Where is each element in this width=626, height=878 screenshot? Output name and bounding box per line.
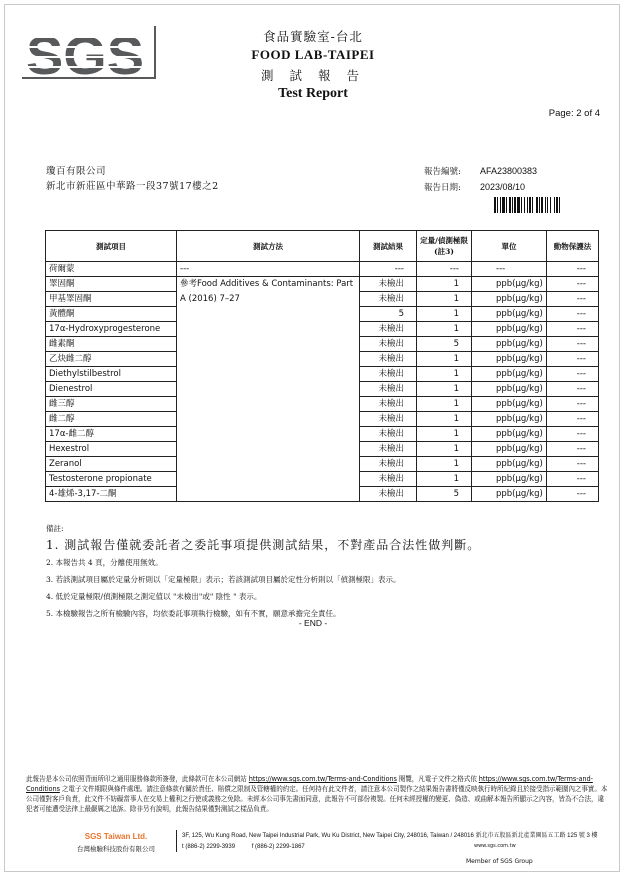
- client-block: [46, 164, 219, 194]
- report-title-zh: 測 試 報 告: [261, 68, 365, 83]
- result-cell: 未檢出: [360, 442, 417, 457]
- column-header: 測試結果: [360, 231, 417, 262]
- unit-cell: ppb(μg/kg): [472, 292, 547, 307]
- unit-cell: ppb(μg/kg): [472, 397, 547, 412]
- end-marker: - END -: [298, 618, 328, 628]
- svg-text:SGS: SGS: [26, 26, 144, 80]
- client-address: 新北市新莊區中華路一段37號17樓之2: [46, 181, 219, 192]
- result-cell: 未檢出: [360, 487, 417, 502]
- column-header: 測試方法: [177, 231, 360, 262]
- terms-link[interactable]: https://www.sgs.com.tw/Terms-and-Conditions: [248, 775, 397, 783]
- result-cell: 未檢出: [360, 277, 417, 292]
- disclaimer-text: 閱覽，凡電子文件之格式依: [398, 775, 477, 783]
- unit-cell: ppb(μg/kg): [472, 352, 547, 367]
- page-number: Page: 2 of 4: [548, 108, 600, 119]
- law-cell: ---: [547, 277, 599, 292]
- result-cell: 未檢出: [360, 412, 417, 427]
- result-cell: 未檢出: [360, 352, 417, 367]
- limit-cell: 1: [417, 367, 472, 382]
- column-header: 單位: [472, 231, 547, 262]
- test-item-cell: 黃體酮: [46, 307, 177, 322]
- result-cell: 未檢出: [360, 322, 417, 337]
- note-item: 2. 本報告共 4 頁，分離使用無效。: [46, 558, 163, 567]
- footer-divider: [176, 830, 177, 852]
- result-cell: 未檢出: [360, 427, 417, 442]
- law-cell: ---: [547, 457, 599, 472]
- limit-cell: 1: [417, 277, 472, 292]
- limit-cell: 1: [417, 307, 472, 322]
- disclaimer-text: 此報告是本公司依照背面所印之通用服務條款所簽發，此條款可在本公司網站: [26, 775, 247, 783]
- lab-title-zh: 食品實驗室-台北: [263, 29, 363, 44]
- result-cell: 未檢出: [360, 397, 417, 412]
- limit-cell: 1: [417, 292, 472, 307]
- test-item-cell: Dienestrol: [46, 382, 177, 397]
- result-cell: ---: [360, 262, 417, 277]
- law-cell: ---: [547, 382, 599, 397]
- test-item-cell: 睪固酮: [46, 277, 177, 292]
- limit-cell: 5: [417, 487, 472, 502]
- test-item-cell: 17α-雌二醇: [46, 427, 177, 442]
- law-cell: ---: [547, 262, 599, 277]
- limit-cell: 1: [417, 442, 472, 457]
- law-cell: ---: [547, 442, 599, 457]
- table-row: [46, 262, 599, 277]
- result-cell: 未檢出: [360, 337, 417, 352]
- column-header: 動物保護法: [547, 231, 599, 262]
- unit-cell: ppb(μg/kg): [472, 487, 547, 502]
- footer-address: [182, 831, 598, 853]
- test-item-cell: 乙炔雌二醇: [46, 352, 177, 367]
- test-item-cell: 雌素酮: [46, 337, 177, 352]
- unit-cell: ppb(μg/kg): [472, 322, 547, 337]
- column-header: 測試項目: [46, 231, 177, 262]
- law-cell: ---: [547, 352, 599, 367]
- law-cell: ---: [547, 472, 599, 487]
- note-item: 5. 本檢驗報告之所有檢驗內容，均依委託事項執行檢驗，如有不實，願意承擔完全責任。: [46, 609, 341, 618]
- address-text: 3F, 125, Wu Kung Road, New Taipei Industrial Park, Wu Ku District, New Taipei City, 248016, Taiwan / 248016 新北市五股區新北產業園區五工路 125 號 3 樓: [182, 833, 598, 839]
- test-item-cell: 甲基睪固酮: [46, 292, 177, 307]
- law-cell: ---: [547, 412, 599, 427]
- result-cell: 未檢出: [360, 367, 417, 382]
- unit-cell: ppb(μg/kg): [472, 382, 547, 397]
- unit-cell: ppb(μg/kg): [472, 427, 547, 442]
- test-item-cell: Hexestrol: [46, 442, 177, 457]
- result-cell: 未檢出: [360, 457, 417, 472]
- notes-title: 備註:: [46, 524, 64, 533]
- unit-cell: ppb(μg/kg): [472, 472, 547, 487]
- note-item: 4. 低於定量極限/偵測極限之測定值以 "未檢出"或" 陰性 " 表示。: [46, 592, 262, 601]
- report-date-value: 2023/08/10: [480, 182, 526, 192]
- barcode: [494, 197, 582, 213]
- law-cell: ---: [547, 487, 599, 502]
- report-date-label: 報告日期:: [424, 183, 461, 193]
- client-name: 瓊百有限公司: [46, 166, 107, 177]
- fax-number: f (886-2) 2299-1867: [251, 844, 305, 850]
- law-cell: ---: [547, 307, 599, 322]
- test-item-cell: 荷爾蒙: [46, 262, 177, 277]
- table-row: [46, 277, 599, 292]
- limit-cell: 1: [417, 457, 472, 472]
- lab-title-en: FOOD LAB-TAIPEI: [251, 47, 375, 62]
- limit-cell: 1: [417, 382, 472, 397]
- note-item: 1. 測試報告僅就委託者之委託事項提供測試結果，不對產品合法性做判斷。: [46, 538, 481, 552]
- unit-cell: ppb(μg/kg): [472, 337, 547, 352]
- limit-cell: 1: [417, 397, 472, 412]
- method-cell: ---: [177, 262, 360, 277]
- method-cell: 參考Food Additives & Contaminants: Part A (2016) 7–27: [177, 277, 360, 502]
- limit-cell: 1: [417, 412, 472, 427]
- company-name-zh: 台灣檢驗科技股份有限公司: [77, 845, 155, 853]
- member-of-sgs: Member of SGS Group: [466, 858, 533, 865]
- report-info: [424, 164, 537, 196]
- limit-cell: 1: [417, 427, 472, 442]
- limit-cell: ---: [417, 262, 472, 277]
- unit-cell: ppb(μg/kg): [472, 367, 547, 382]
- test-item-cell: 4-雄烯-3,17-二酮: [46, 487, 177, 502]
- results-table: [45, 230, 599, 502]
- limit-cell: 1: [417, 322, 472, 337]
- unit-cell: ppb(μg/kg): [472, 277, 547, 292]
- unit-cell: ppb(μg/kg): [472, 442, 547, 457]
- law-cell: ---: [547, 367, 599, 382]
- test-item-cell: 雌二醇: [46, 412, 177, 427]
- unit-cell: ppb(μg/kg): [472, 457, 547, 472]
- result-cell: 未檢出: [360, 382, 417, 397]
- result-cell: 未檢出: [360, 292, 417, 307]
- report-no-value: AFA23800383: [480, 166, 538, 176]
- footer-company: [60, 832, 172, 853]
- law-cell: ---: [547, 337, 599, 352]
- company-name-en: SGS Taiwan Ltd.: [84, 832, 148, 841]
- report-no-label: 報告編號:: [424, 167, 461, 177]
- law-cell: ---: [547, 322, 599, 337]
- limit-cell: 1: [417, 472, 472, 487]
- footer-url: www.sgs.com.tw: [474, 843, 516, 849]
- disclaimer: [26, 774, 608, 814]
- unit-cell: ppb(μg/kg): [472, 307, 547, 322]
- test-item-cell: Zeranol: [46, 457, 177, 472]
- limit-cell: 5: [417, 337, 472, 352]
- limit-cell: 1: [417, 352, 472, 367]
- result-cell: 5: [360, 307, 417, 322]
- law-cell: ---: [547, 292, 599, 307]
- column-header: 定量/偵測極限(註3): [417, 231, 472, 262]
- test-item-cell: 17α-Hydroxyprogesterone: [46, 322, 177, 337]
- test-item-cell: Testosterone propionate: [46, 472, 177, 487]
- result-cell: 未檢出: [360, 472, 417, 487]
- phone-number: t (886-2) 2299-3939: [182, 844, 236, 850]
- disclaimer-text: 之電子文件期限與條件處理。請注意條款有關於責任、賠償之限制及管轄權的約定。任何持有此文件者，請注意本公司製作之結果報告書將僅反映執行時所紀錄且於接受指示範圍內之事實。本公司僅對客戶負責，此文件不妨礙當事人在交易上權利之行使或義務之免除。未經本公司事先書面同意，此報告不可部份複製。任何未經授權的變更、偽造、或曲解本報告所顯示之內容，皆為不合法，違犯者可能遭受法律上最嚴厲之追訴。除非另有說明，此報告結果僅對測試之樣品負責。: [26, 785, 608, 813]
- report-title-en: Test Report: [278, 86, 348, 101]
- law-cell: ---: [547, 397, 599, 412]
- note-item: 3. 若該測試項目屬於定量分析則以「定量極限」表示；若該測試項目屬於定性分析則以「偵測極限」表示。: [46, 575, 401, 584]
- test-item-cell: Diethylstilbestrol: [46, 367, 177, 382]
- unit-cell: ---: [472, 262, 547, 277]
- terms-link[interactable]: https://www.sgs.com.tw/Terms-and-Conditions: [26, 775, 593, 793]
- unit-cell: ppb(μg/kg): [472, 412, 547, 427]
- law-cell: ---: [547, 427, 599, 442]
- test-item-cell: 雌三醇: [46, 397, 177, 412]
- notes: [46, 520, 480, 622]
